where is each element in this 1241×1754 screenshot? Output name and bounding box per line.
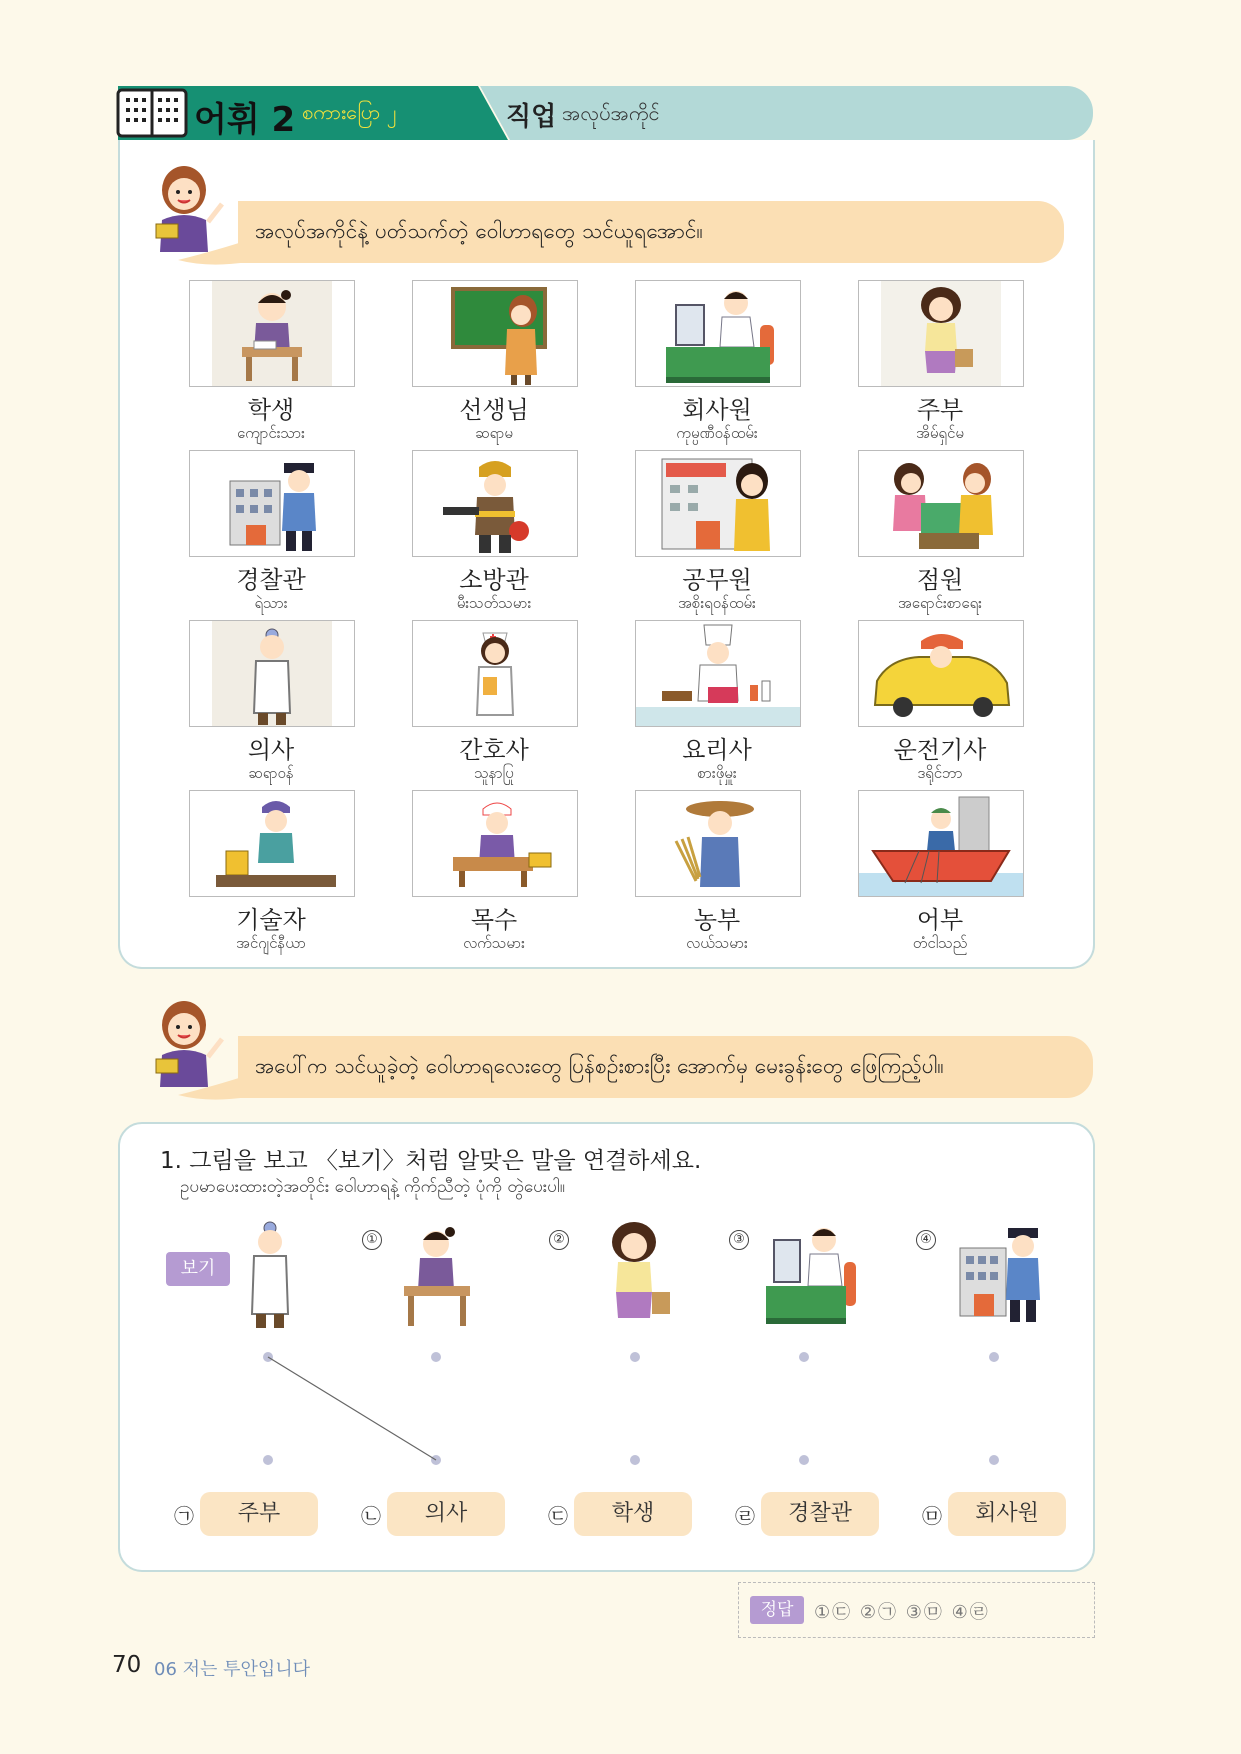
- picture-number: ②: [549, 1230, 569, 1250]
- vocab-ko: 경찰관: [236, 566, 306, 594]
- clerk-icon: [859, 451, 1023, 556]
- office-worker-icon: [636, 281, 800, 386]
- vocab-ko: 소방관: [459, 566, 529, 594]
- doctor-icon: [190, 621, 354, 726]
- section-title-myanmar: စကားပြော ၂: [302, 100, 397, 124]
- vocab-card-doctor: [189, 620, 355, 727]
- vocab-my: အိမ်ရှင်မ: [916, 424, 964, 442]
- vocab-my: အင်ဂျင်နီယာ: [236, 934, 306, 952]
- vocab-ko: 회사원: [682, 396, 752, 424]
- vocab-my: စားဖိုမှူး: [697, 764, 737, 782]
- vocab-my: ရဲသား: [254, 594, 288, 612]
- farmer-icon: [636, 791, 800, 896]
- teacher-icon: [148, 995, 228, 1087]
- office-worker-icon: [760, 1218, 860, 1330]
- bottom-connector-dot[interactable]: [630, 1455, 640, 1465]
- vocab-ko: 점원: [916, 566, 964, 594]
- section-title: 어휘 2: [194, 100, 296, 140]
- chapter-title: 06 저는 투안입니다: [154, 1659, 311, 1680]
- topic-title-myanmar: အလုပ်အကိုင်: [562, 101, 660, 125]
- vocab-my: လယ်သမား: [686, 934, 748, 952]
- page-number: 70: [112, 1652, 142, 1678]
- vocab-card-chef: [635, 620, 801, 727]
- answer-mark: ㉠: [174, 1504, 194, 1528]
- vocab-ko: 운전기사: [893, 736, 987, 764]
- police-officer-icon: [190, 451, 354, 556]
- vocab-card-teacher: [412, 280, 578, 387]
- bottom-connector-dot[interactable]: [989, 1455, 999, 1465]
- vocab-my: ဆရာမ: [475, 424, 513, 442]
- vocab-my: တံငါသည်: [912, 934, 968, 952]
- driver-icon: [859, 621, 1023, 726]
- picture-number: ④: [916, 1230, 936, 1250]
- student-icon: [190, 281, 354, 386]
- vocab-card-farmer: [635, 790, 801, 897]
- doctor-icon: [230, 1218, 312, 1330]
- vocab-my: ဆရာဝန်: [248, 764, 294, 782]
- answer-mark: ㉤: [922, 1504, 942, 1528]
- vocab-card-carpenter: [412, 790, 578, 897]
- vocab-ko: 어부: [916, 906, 964, 934]
- exercise-question-myanmar: ဥပမာပေးထားတဲ့အတိုင်း ဝေါဟာရနဲ့ ကိုက်ညီတဲ့ ပုံကို တွဲပေးပါ။: [180, 1177, 565, 1197]
- answer-option[interactable]: 회사원: [948, 1492, 1066, 1536]
- carpenter-icon: [413, 791, 577, 896]
- vocab-card-clerk: [858, 450, 1024, 557]
- vocab-card-police-officer: [189, 450, 355, 557]
- vocab-my: အစိုးရဝန်ထမ်း: [678, 594, 756, 612]
- police-officer-icon: [956, 1218, 1046, 1330]
- housewife-icon: [594, 1218, 676, 1330]
- vocab-my: အရောင်းစာရေး: [898, 594, 982, 612]
- exercise-picture-2[interactable]: [594, 1218, 676, 1330]
- answer-option[interactable]: 의사: [387, 1492, 505, 1536]
- answer-mark: ㉡: [361, 1504, 381, 1528]
- vocab-my: လက်သမား: [463, 934, 525, 952]
- exercise-picture-4[interactable]: [956, 1218, 1046, 1330]
- example-badge: 보기: [166, 1252, 230, 1286]
- vocab-card-firefighter: [412, 450, 578, 557]
- intro-text: အလုပ်အကိုင်နဲ့ ပတ်သက်တဲ့ ဝေါဟာရတွေ သင်ယူရအောင်။: [255, 219, 703, 243]
- vocab-card-student: [189, 280, 355, 387]
- vocab-ko: 공무원: [682, 566, 752, 594]
- chef-icon: [636, 621, 800, 726]
- vocab-card-fisherman: [858, 790, 1024, 897]
- vocab-ko: 의사: [247, 736, 295, 764]
- vocab-card-office-worker: [635, 280, 801, 387]
- exercise-picture-example: [230, 1218, 312, 1330]
- technician-icon: [190, 791, 354, 896]
- vocab-ko: 기술자: [236, 906, 306, 934]
- vocab-ko: 선생님: [459, 396, 529, 424]
- answer-option[interactable]: 학생: [574, 1492, 692, 1536]
- exercise-question: 1. 그림을 보고 〈보기〉처럼 알맞은 말을 연결하세요.: [160, 1148, 702, 1174]
- section-header: [118, 86, 1093, 140]
- example-connector-line: [260, 1350, 440, 1462]
- vocab-ko: 간호사: [459, 736, 529, 764]
- vocab-my: သူနာပြု: [474, 764, 514, 782]
- picture-number: ①: [362, 1230, 382, 1250]
- fisherman-icon: [859, 791, 1023, 896]
- vocab-ko: 목수: [470, 906, 518, 934]
- nurse-icon: [413, 621, 577, 726]
- answer-option[interactable]: 주부: [200, 1492, 318, 1536]
- vocab-my: ကျောင်းသား: [237, 424, 305, 442]
- book-icon: [116, 84, 188, 140]
- answer-mark: ㉢: [548, 1504, 568, 1528]
- exercise-picture-3[interactable]: [760, 1218, 860, 1330]
- review-intro-text: အပေါ်က သင်ယူခဲ့တဲ့ ဝေါဟာရလေးတွေ ပြန်စဉ်းစားပြီး အောက်မှ မေးခွန်းတွေ ဖြေကြည့်ပါ။: [255, 1054, 944, 1078]
- bottom-connector-dot[interactable]: [799, 1455, 809, 1465]
- vocab-ko: 농부: [693, 906, 741, 934]
- answer-mark: ㉣: [735, 1504, 755, 1528]
- vocab-card-technician: [189, 790, 355, 897]
- vocab-my: ဒရိုင်ဘာ: [917, 764, 963, 782]
- answer-option[interactable]: 경찰관: [761, 1492, 879, 1536]
- student-icon: [396, 1218, 478, 1330]
- vocab-ko: 주부: [916, 396, 964, 424]
- vocab-card-civil-servant: [635, 450, 801, 557]
- top-connector-dot[interactable]: [630, 1352, 640, 1362]
- exercise-picture-1[interactable]: [396, 1218, 478, 1330]
- picture-number: ③: [729, 1230, 749, 1250]
- top-connector-dot[interactable]: [989, 1352, 999, 1362]
- civil-servant-icon: [636, 451, 800, 556]
- vocab-card-housewife: [858, 280, 1024, 387]
- top-connector-dot[interactable]: [799, 1352, 809, 1362]
- vocab-my: မီးသတ်သမား: [456, 594, 532, 612]
- answer-key-badge: 정답: [750, 1596, 804, 1624]
- teacher-icon: [413, 281, 577, 386]
- vocab-ko: 학생: [247, 396, 295, 424]
- firefighter-icon: [413, 451, 577, 556]
- teacher-icon: [148, 160, 228, 252]
- vocab-my: ကုမ္ပဏီဝန်ထမ်း: [676, 424, 758, 442]
- vocab-ko: 요리사: [682, 736, 752, 764]
- vocab-card-nurse: [412, 620, 578, 727]
- answer-key-text: ①㉢ ②㉠ ③㉤ ④㉣: [814, 1602, 990, 1623]
- vocab-card-driver: [858, 620, 1024, 727]
- housewife-icon: [859, 281, 1023, 386]
- topic-title: 직업: [506, 102, 557, 132]
